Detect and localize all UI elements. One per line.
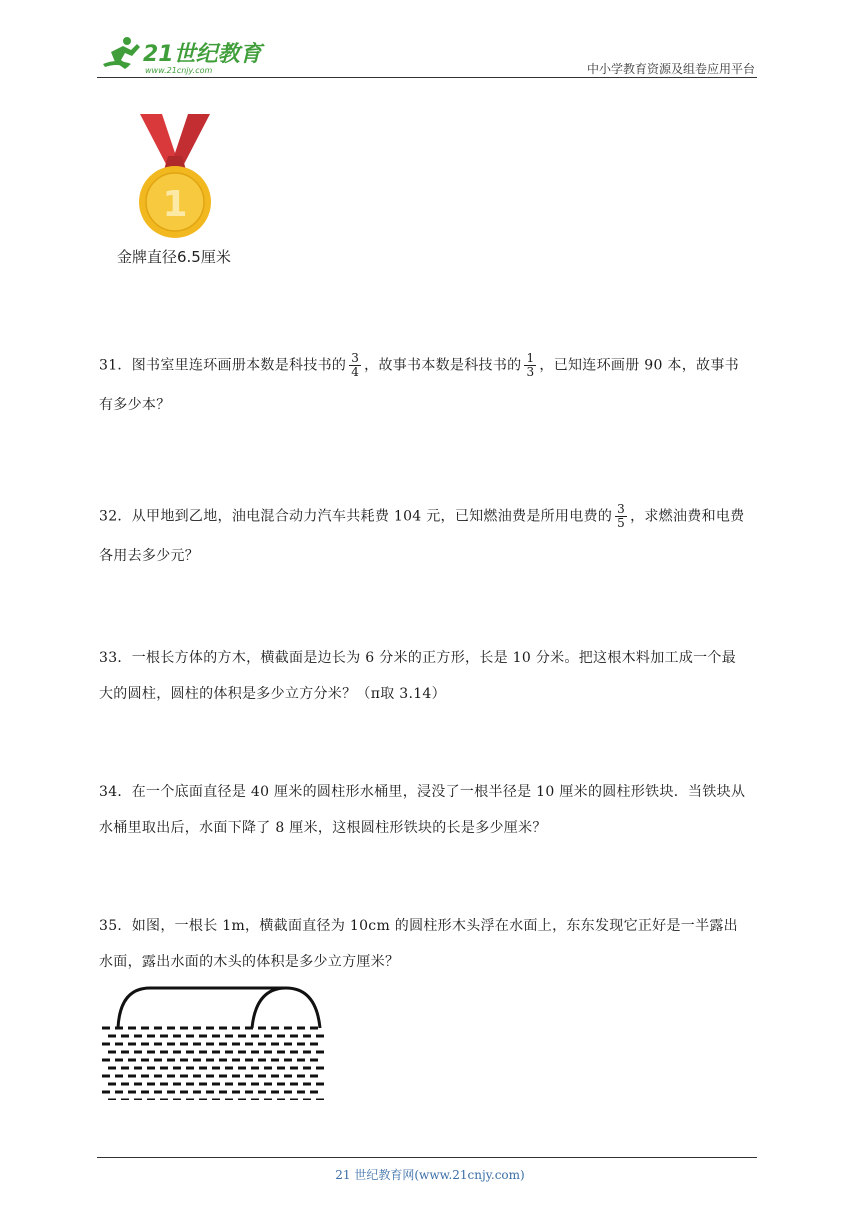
page-header bbox=[97, 30, 757, 78]
footer-divider bbox=[97, 1157, 757, 1158]
question-33: 33．一根长方体的方木，横截面是边长为 6 分米的正方形，长是 10 分米。把这根木料加工成一个最 大的圆柱，圆柱的体积是多少立方分米？（π取 3.14） bbox=[99, 650, 737, 702]
floating-log-diagram bbox=[100, 984, 326, 1100]
logo-url: www.21cnjy.com bbox=[145, 66, 213, 75]
question-31: 31．图书室里连环画册本数是科技书的 $\frac{3}{4}$ ，故事书本数是科技书的 $\frac{1}{3}$ ，已知连环画册 90 本，故事书 有多少本？ bbox=[99, 351, 739, 413]
question-35: 35．如图，一根长 1m，横截面直径为 10cm 的圆柱形木头浮在水面上，东东发现它正好是一半露出 水面，露出水面的木头的体积是多少立方厘米？ bbox=[99, 918, 738, 970]
question-32: 32．从甲地到乙地，油电混合动力汽车共耗费 104 元，已知燃油费是所用电费的 $\frac{3}{5}$ ，求燃油费和电费 各用去多少元？ bbox=[99, 502, 745, 564]
logo-text: 21世纪教育 bbox=[143, 42, 262, 67]
platform-name: 中小学教育资源及组卷应用平台 bbox=[586, 62, 755, 76]
gold-medal-icon bbox=[130, 112, 220, 242]
fraction: $\frac{3}{5}$ bbox=[617, 502, 626, 530]
footer-site-link[interactable]: 21 世纪教育网(www.21cnjy.com) bbox=[335, 1168, 525, 1182]
fraction: $\frac{1}{3}$ bbox=[526, 351, 535, 379]
medal-caption: 金牌直径6.5厘米 bbox=[117, 248, 231, 266]
medal-number: 1 bbox=[162, 184, 188, 225]
header-divider bbox=[97, 77, 757, 78]
fraction: $\frac{3}{4}$ bbox=[351, 351, 360, 379]
question-34: 34．在一个底面直径是 40 厘米的圆柱形水桶里，浸没了一根半径是 10 厘米的圆柱形铁块．当铁块从 水桶里取出后，水面下降了 8 厘米，这根圆柱形铁块的长是多少厘米？ bbox=[99, 784, 746, 836]
logo-21cnjy bbox=[97, 34, 267, 76]
